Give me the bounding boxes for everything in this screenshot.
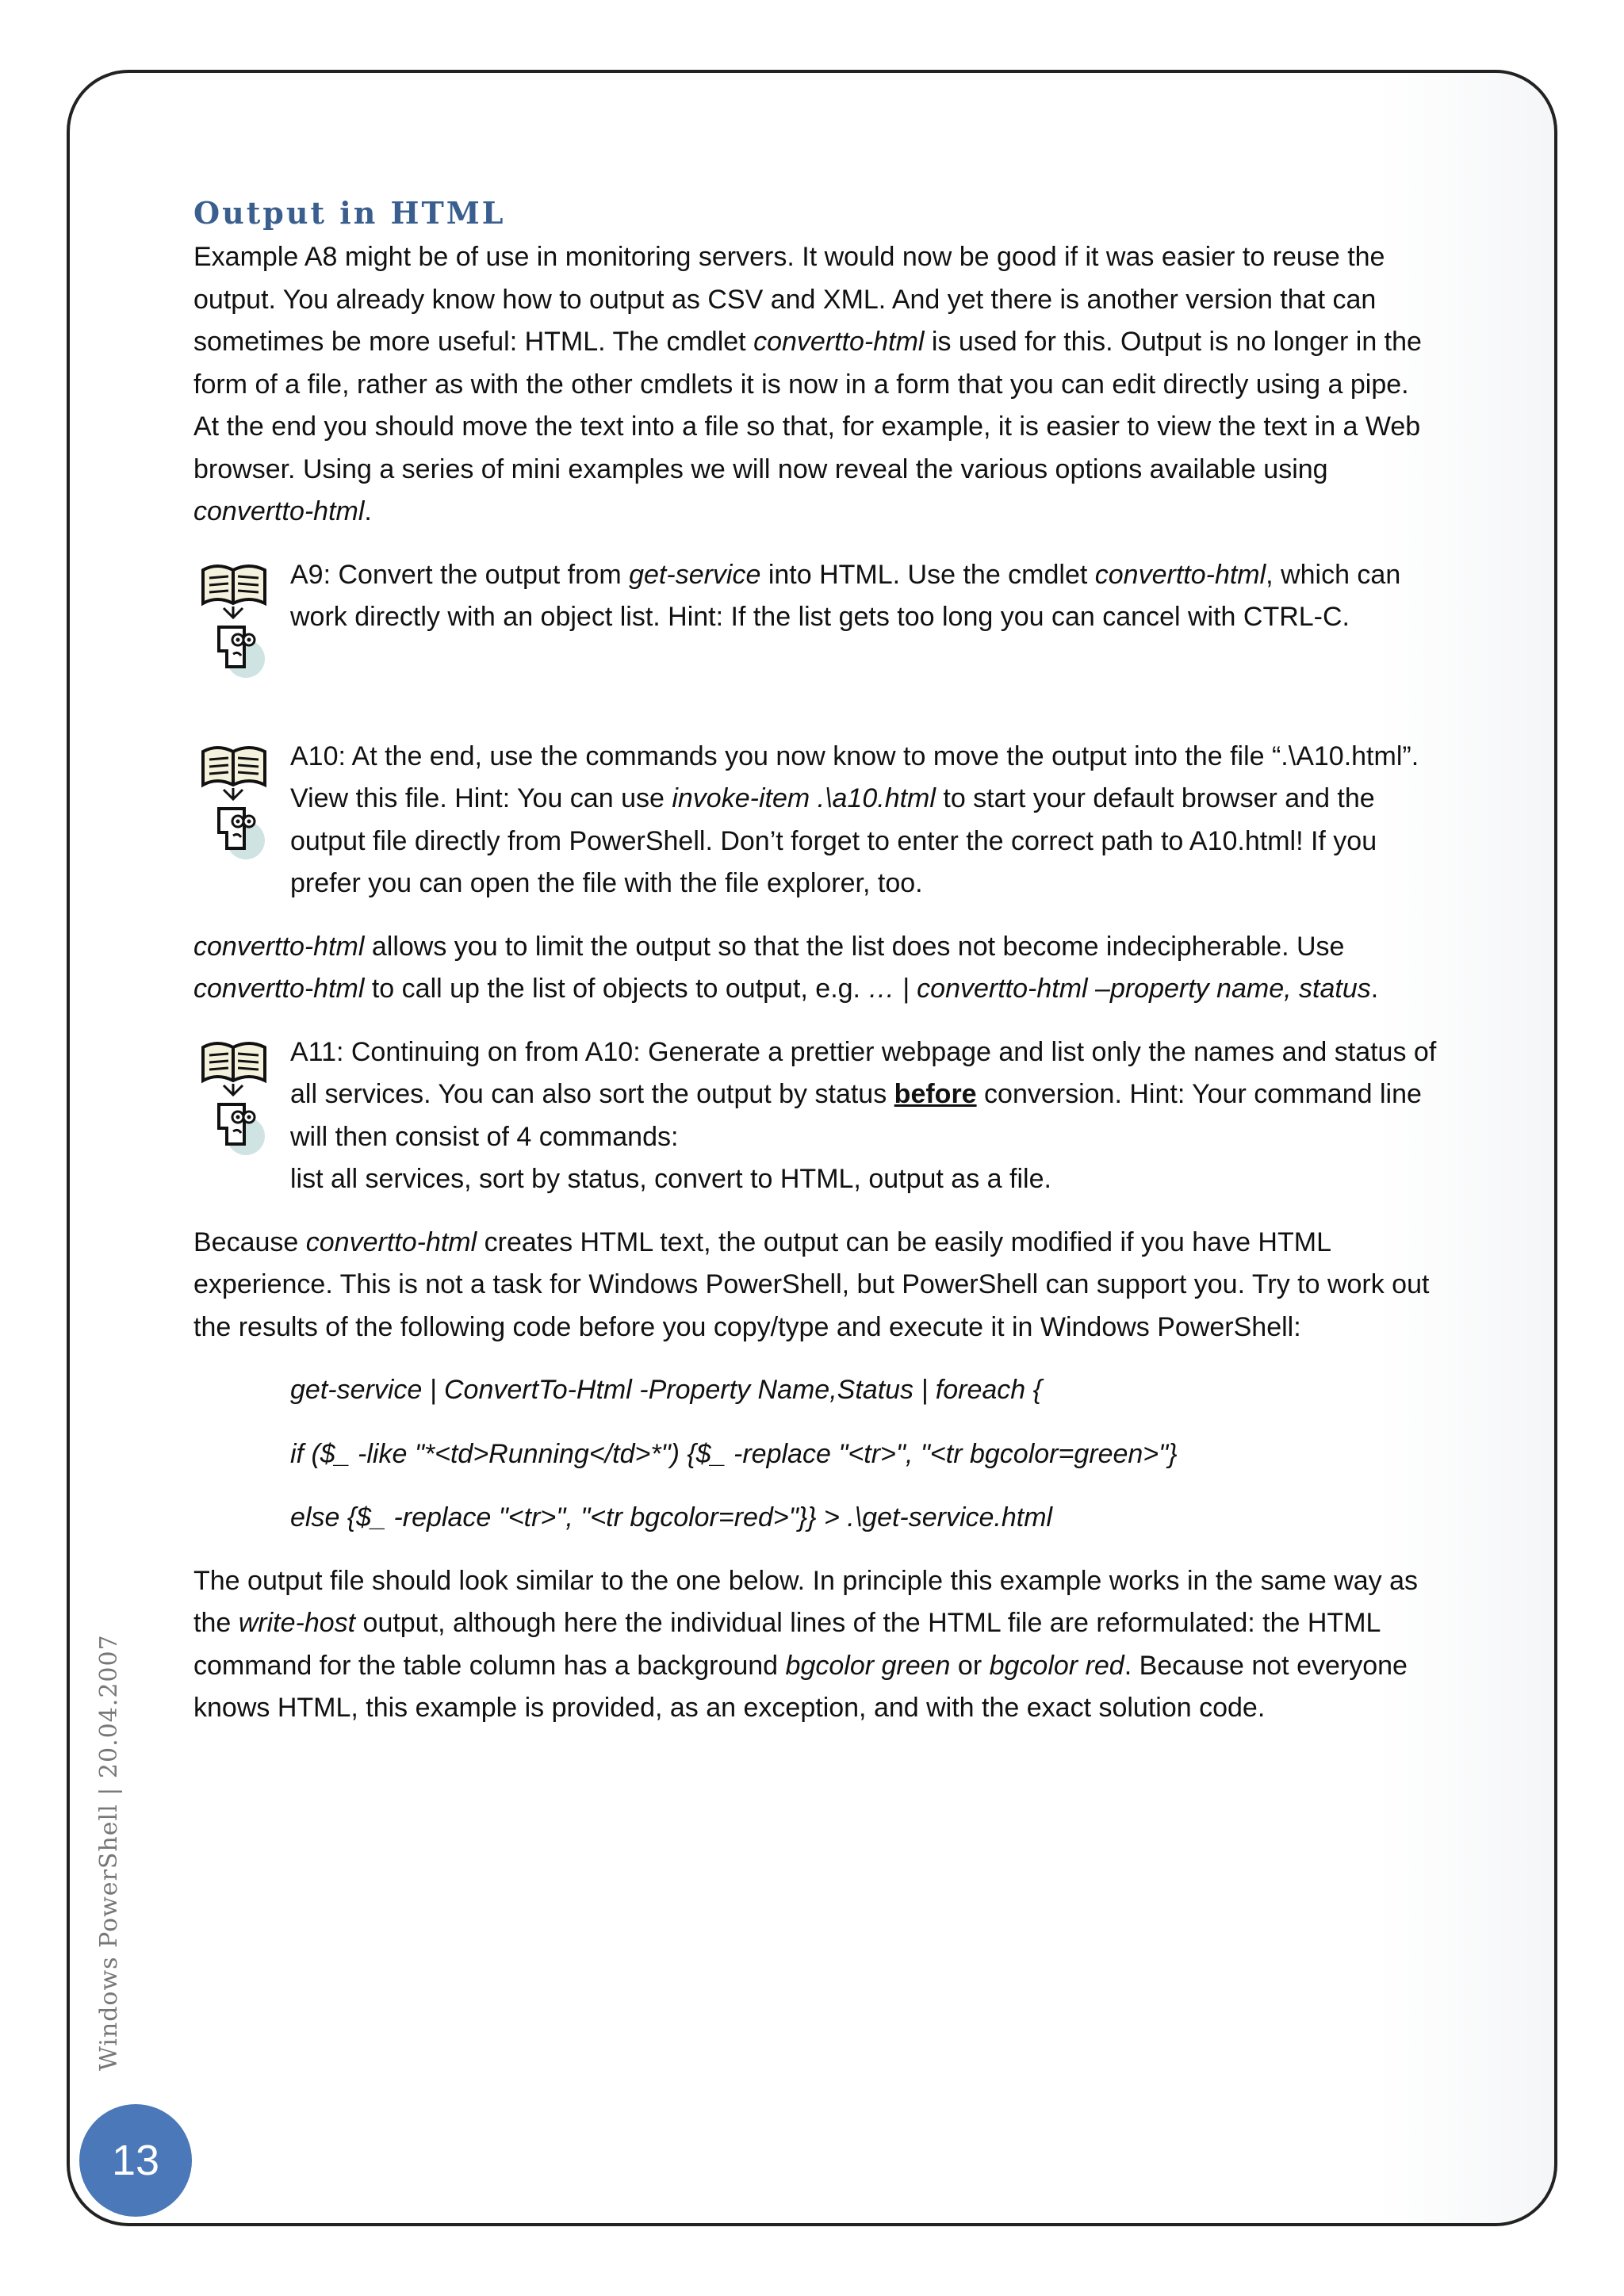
code-block [193,1369,1438,1540]
exercise-a10 [193,736,1438,905]
code-line-2: if ($_ -like "*<td>Running</td>*") {$_ -replace "<tr>", "<tr bgcolor=green>"} [290,1438,1178,1469]
side-footer-text: Windows PowerShell | 20.04.2007 [95,1634,123,2071]
code-line-1: get-service | ConvertTo-Html -Property Name,Status | foreach { [290,1375,1042,1405]
page-content [193,189,1438,1730]
book-and-thinking-face-icon [198,1036,270,1155]
exercise-a10-text: A10: At the end, use the commands you now know to move the output into the file “.\A10.html”. View this file. Hint: You can use invoke-item .\a10.html to start your default browser and the output file directly from PowerShell. Don’t forget to enter the correct path to A10.html! If you prefer you can open the file with the file explorer, too. [290,740,1419,898]
code-line-3: else {$_ -replace "<tr>", "<tr bgcolor=red>"}} > .\get-service.html [290,1502,1053,1533]
spacer [193,660,1438,736]
exercise-a11 [193,1031,1438,1201]
exercise-a9 [193,554,1438,639]
book-and-thinking-face-icon [198,740,270,859]
exercise-a9-text: A9: Convert the output from get-service into HTML. Use the cmdlet convertto-html, which can work directly with an object list. Hint: If the list gets too long you can cancel with CTRL-C. [290,559,1401,632]
limit-paragraph: convertto-html allows you to limit the output so that the list does not become indecipherable. Use convertto-html to call up the list of objects to output, e.g. … | convertto-html –property name, status. [193,931,1379,1004]
page-number-badge: 13 [79,2104,192,2217]
intro-paragraph: Example A8 might be of use in monitoring servers. It would now be good if it was easier to reuse the output. You already know how to output as CSV and XML. And yet there is another version that can sometimes be more useful: HTML. The cmdlet convertto-html is used for this. Output is no longer in the form of a file, rather as with the other cmdlets it is now in a form that you can edit directly using a pipe. At the end you should move the text into a file so that, for example, it is easier to view the text in a Web browser. Using a series of mini examples we will now reveal the various options available using convertto-html. [193,242,1422,526]
closing-paragraph: The output file should look similar to the one below. In principle this example works in the same way as the write-host output, although here the individual lines of the HTML file are reformulated: the HTML command for the table column has a background bgcolor green or bgcolor red. Because not everyone knows HTML, this example is provided, as an exception, and with the exact solution code. [193,1565,1419,1723]
section-title: Output in HTML [193,195,506,231]
book-and-thinking-face-icon [198,559,270,678]
exercise-a11-steps: list all services, sort by status, convert to HTML, output as a file. [290,1164,1051,1194]
exercise-a11-text: A11: Continuing on from A10: Generate a prettier webpage and list only the names and status of all services. You can also sort the output by status before conversion. Hint: Your command line will then consist of 4 commands: [290,1036,1437,1152]
because-paragraph: Because convertto-html creates HTML text, the output can be easily modified if you have HTML experience. This is not a task for Windows PowerShell, but PowerShell can support you. Try to work out the results of the following code before you copy/type and execute it in Windows PowerShell: [193,1226,1430,1342]
